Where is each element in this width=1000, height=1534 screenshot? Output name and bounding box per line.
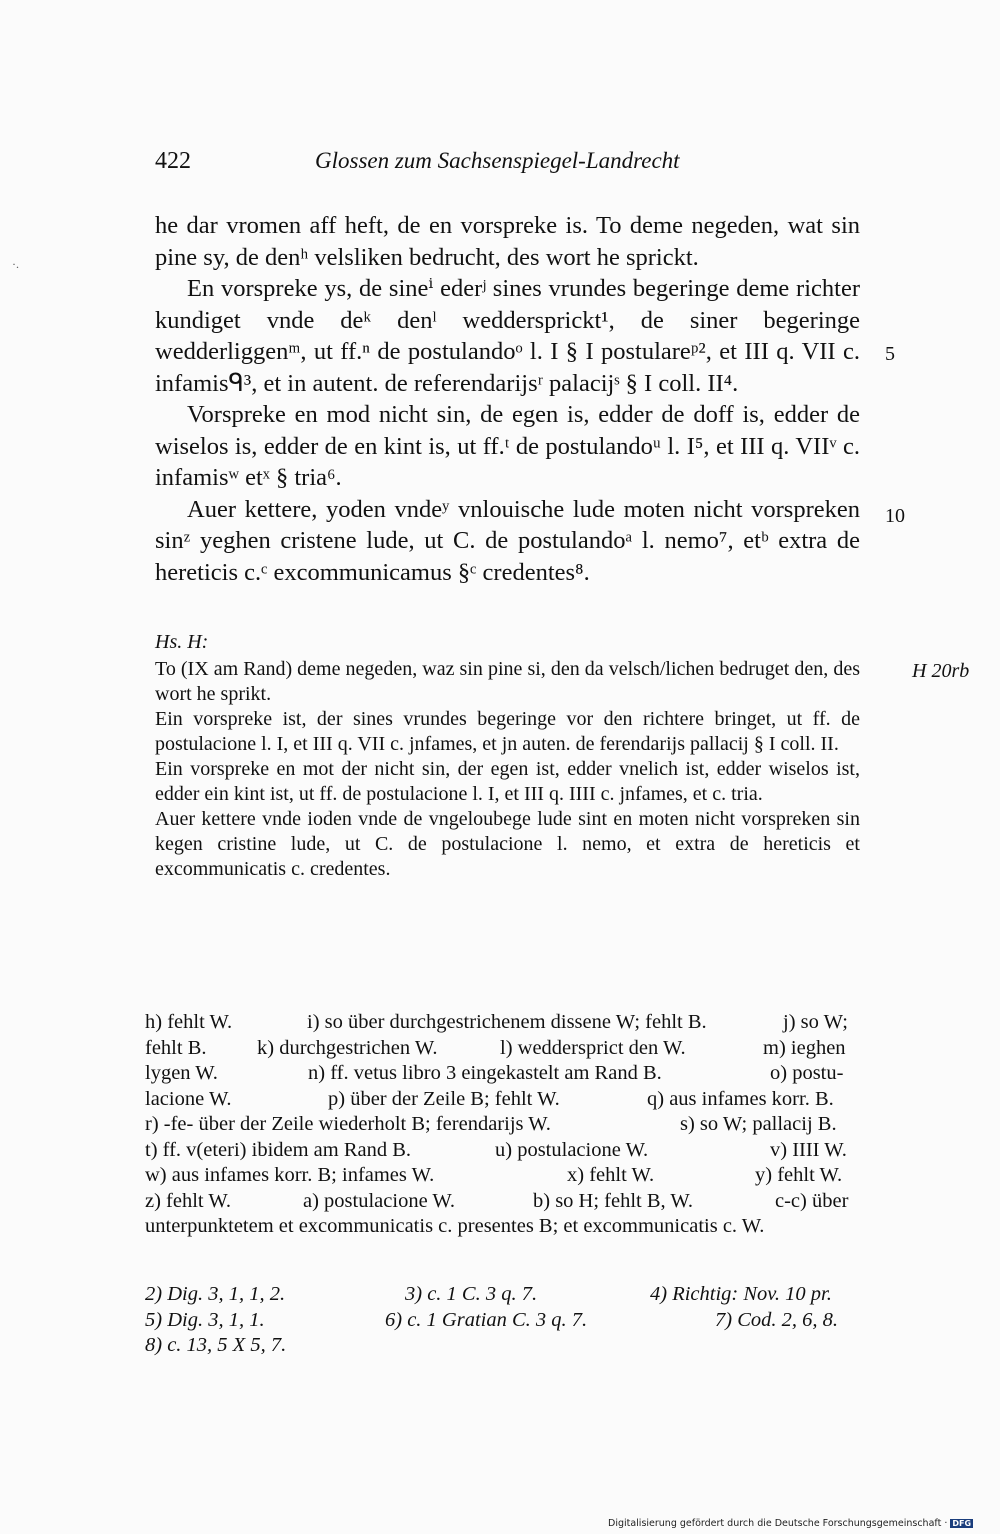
dfg-logo-icon: DFG <box>952 1519 972 1528</box>
apparatus-entry: w) aus infames korr. B; infames W. <box>145 1164 435 1186</box>
apparatus-entry: i) so über durchgestrichenem dissene W; fehlt B. <box>307 1011 707 1033</box>
apparatus-entry: c-c) über <box>775 1189 849 1212</box>
manuscript-paragraph: To (IX am Rand) deme negeden, waz sin pine si, den da velsch/lichen bedruget den, des wort he sprikt. <box>155 658 860 705</box>
apparatus-entry: m) ieghen <box>763 1036 846 1059</box>
manuscript-margin-ref: H 20rb <box>912 660 970 682</box>
apparatus-entry: lygen W. <box>145 1062 218 1084</box>
source-note: 2) Dig. 3, 1, 1, 2. <box>145 1283 286 1305</box>
main-text <box>155 210 860 588</box>
footer-text: Digitalisierung gefördert durch die Deutsche Forschungsgemeinschaft · <box>608 1518 948 1529</box>
apparatus-line <box>145 1112 855 1138</box>
apparatus-entry: q) aus infames korr. B. <box>647 1087 834 1110</box>
source-note: 7) Cod. 2, 6, 8. <box>715 1308 838 1331</box>
apparatus-line <box>145 1138 855 1164</box>
line-number: 10 <box>885 505 905 527</box>
apparatus-entry: z) fehlt W. <box>145 1189 231 1212</box>
apparatus-entry: x) fehlt W. <box>567 1164 655 1186</box>
source-note: 4) Richtig: Nov. 10 pr. <box>650 1283 832 1305</box>
apparatus-line <box>145 1214 855 1240</box>
digitization-footer <box>608 1518 973 1529</box>
apparatus-entry: fehlt B. <box>145 1036 207 1059</box>
running-title: Glossen zum Sachsenspiegel-Landrecht <box>315 148 680 173</box>
main-paragraph: Auer kettere, yoden vndeʸ vnlouische lude moten nicht vorspreken sinᶻ yeghen cristene lude, ut C. de postulandoᵃ l. nemo⁷, etᵇ extra de hereticis c.ᶜ excommunicamus §ᶜ credentes⁸. <box>155 495 860 586</box>
apparatus-entry: l) weddersprict den W. <box>500 1036 686 1059</box>
apparatus-line <box>145 1163 855 1189</box>
manuscript-paragraph: Ein vorspreke ist, der sines vrundes begeringe vor den richtere bringet, ut ff. de postulacione l. I, et III q. VII c. jnfames, et jn auten. de ferendarijs pallacij § I coll. II. <box>155 708 860 755</box>
apparatus-entry: y) fehlt W. <box>755 1164 843 1186</box>
note-line <box>145 1333 855 1359</box>
apparatus-line <box>145 1010 855 1036</box>
source-note: 6) c. 1 Gratian C. 3 q. 7. <box>385 1308 588 1331</box>
apparatus-entry: u) postulacione W. <box>495 1138 649 1161</box>
apparatus-entry: v) IIII W. <box>770 1138 847 1161</box>
apparatus-entry: t) ff. v(eteri) ibidem am Rand B. <box>145 1138 412 1161</box>
apparatus-line <box>145 1036 855 1062</box>
apparatus-line <box>145 1061 855 1087</box>
apparatus-entry: o) postu- <box>770 1062 844 1084</box>
manuscript-heading: Hs. H: <box>155 631 209 653</box>
apparatus-entry: a) postulacione W. <box>303 1189 456 1212</box>
main-paragraph: En vorspreke ys, de sineⁱ ederʲ sines vrundes begeringe deme richter kundiget vnde deᵏ denˡ weddersprickt¹, de siner begeringe wedderliggenᵐ, ut ff.ⁿ de postulandoᵒ l. I § I postulareᵖ², et III q. VII c. infamisᑫ³, et in autent. de referendarijsʳ palacijˢ § I coll. II⁴. <box>155 275 860 397</box>
critical-apparatus <box>145 1010 855 1240</box>
note-line <box>145 1308 855 1334</box>
margin-mark: ·. <box>12 257 19 271</box>
apparatus-entry: unterpunktetem et excommunicatis c. presentes B; et excommunicatis c. W. <box>145 1215 765 1237</box>
source-note: 3) c. 1 C. 3 q. 7. <box>405 1283 538 1305</box>
apparatus-entry: p) über der Zeile B; fehlt W. <box>328 1087 560 1110</box>
apparatus-entry: j) so W; <box>783 1011 848 1033</box>
apparatus-entry: h) fehlt W. <box>145 1011 233 1033</box>
note-line <box>145 1282 855 1308</box>
manuscript-paragraph: Auer kettere vnde ioden vnde de vngeloubege lude sint en moten nicht vorspreken sin kegen cristine lude, ut C. de postulacione l. nemo, et extra de hereticis et excommunicatis c. credentes. <box>155 808 860 880</box>
apparatus-entry: k) durchgestrichen W. <box>257 1036 438 1059</box>
source-note: 5) Dig. 3, 1, 1. <box>145 1308 265 1331</box>
apparatus-entry: b) so H; fehlt B, W. <box>533 1189 694 1212</box>
main-paragraph: he dar vromen aff heft, de en vorspreke is. To deme negeden, wat sin pine sy, de denʰ velsliken bedrucht, des wort he sprickt. <box>155 212 860 271</box>
apparatus-line <box>145 1087 855 1113</box>
apparatus-line <box>145 1189 855 1215</box>
apparatus-entry: lacione W. <box>145 1087 232 1110</box>
apparatus-entry: s) so W; pallacij B. <box>680 1113 837 1135</box>
apparatus-entry: n) ff. vetus libro 3 eingekastelt am Rand B. <box>308 1062 662 1084</box>
page-header <box>155 148 860 180</box>
manuscript-paragraph: Ein vorspreke en mot der nicht sin, der egen ist, edder vnelich ist, edder wiselos ist, edder ein kint ist, ut ff. de postulacione l. I, et III q. IIII c. jnfames, et c. tria. <box>155 758 860 805</box>
page-number: 422 <box>155 148 191 174</box>
source-note: 8) c. 13, 5 X 5, 7. <box>145 1334 287 1356</box>
apparatus-entry: r) -fe- über der Zeile wiederholt B; ferendarijs W. <box>145 1113 551 1135</box>
main-paragraph: Vorspreke en mod nicht sin, de egen is, edder de doff is, edder de wiselos is, edder de en kint is, ut ff.ᵗ de postulandoᵘ l. I⁵, et III q. VIIᵛ c. infamisʷ etˣ § tria⁶. <box>155 401 860 491</box>
manuscript-h-section <box>155 630 860 882</box>
line-number: 5 <box>885 343 895 365</box>
source-notes <box>145 1282 855 1359</box>
